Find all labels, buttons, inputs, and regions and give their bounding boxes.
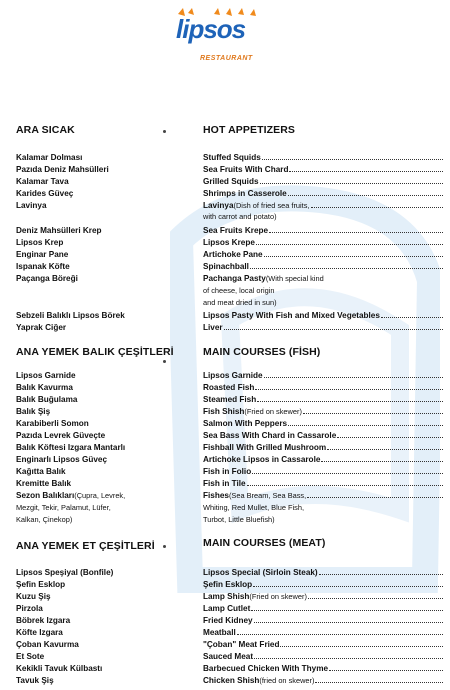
menu-item: Yaprak Ciğer: [16, 323, 67, 332]
menu-item: Fishes (Sea Bream, Sea Bass,: [203, 490, 443, 501]
menu-item: Çoban Kavurma: [16, 640, 79, 649]
section-title-main-meat: MAIN COURSES (MEAT): [203, 537, 326, 549]
menu-item: Böbrek Izgara: [16, 616, 71, 625]
section-title-balik: ANA YEMEK BALIK ÇEŞİTLERİ: [16, 346, 174, 358]
menu-item: Grilled Squids: [203, 176, 443, 187]
menu-item: Spinachball: [203, 261, 443, 272]
menu-item: Balık Şiş: [16, 407, 51, 416]
menu-item: Lipsos Speşiyal (Bonfile): [16, 568, 114, 577]
brand-tagline: RESTAURANT: [200, 55, 253, 62]
menu-item: Lipsos Special (Sirloin Steak): [203, 567, 443, 578]
menu-item: Lamp Cutlet: [203, 603, 443, 614]
menu-item: Fish in Folio: [203, 466, 443, 477]
menu-item-note: and meat dried in sun): [203, 298, 277, 307]
menu-item: Kremitte Balık: [16, 479, 72, 488]
menu-item: Karabiberli Somon: [16, 419, 89, 428]
menu-item-note: Kalkan, Çinekop): [16, 515, 73, 524]
menu-item: Lipsos Krepe: [203, 237, 443, 248]
menu-item: Lipsos Garnide: [16, 371, 76, 380]
menu-item-note: with carrot and potato): [203, 212, 277, 221]
menu-item: Balık Kavurma: [16, 383, 73, 392]
menu-item: Steamed Fish: [203, 394, 443, 405]
menu-item-note: Mezgit, Tekir, Palamut, Lüfer,: [16, 503, 111, 512]
section-title-hot-appetizers: HOT APPETIZERS: [203, 124, 296, 136]
menu-item: Balık Buğulama: [16, 395, 78, 404]
menu-item: Balık Köftesi Izgara Mantarlı: [16, 443, 126, 452]
menu-item: Kalamar Dolması: [16, 153, 83, 162]
menu-item: Sea Fruits Krepe: [203, 225, 443, 236]
menu-item: Meatball: [203, 627, 443, 638]
menu-item: Kuzu Şiş: [16, 592, 51, 601]
menu-item: Artichoke Pane: [203, 249, 443, 260]
divider-dot: [163, 130, 166, 133]
menu-item: Fish Shish (Fried on skewer): [203, 406, 443, 417]
menu-item: Enginarlı Lipsos Güveç: [16, 455, 107, 464]
menu-item: Shrimps in Casserole: [203, 188, 443, 199]
menu-item-note: of cheese, local origin: [203, 286, 275, 295]
menu-item: Lipsos Garnide: [203, 370, 443, 381]
menu-item: Karides Güveç: [16, 189, 74, 198]
menu-item: Ispanak Köfte: [16, 262, 70, 271]
menu-item: Barbecued Chicken With Thyme: [203, 663, 443, 674]
menu-item: Stuffed Squids: [203, 152, 443, 163]
menu-item-note: (Çupra, Levrek,: [74, 491, 126, 500]
section-title-et: ANA YEMEK ET ÇEŞİTLERİ: [16, 540, 155, 552]
menu-item: Lavinya: [16, 201, 47, 210]
menu-item: Et Sote: [16, 652, 45, 661]
menu-item: Paçanga Böreği: [16, 274, 78, 283]
section-title-ara-sicak: ARA SICAK: [16, 124, 75, 136]
menu-item: Kalamar Tava: [16, 177, 69, 186]
brand-name: lipsos: [176, 14, 246, 44]
menu-item: Lipsos Pasty With Fish and Mixed Vegetables: [203, 310, 443, 321]
menu-item: Kekikli Tavuk Külbastı: [16, 664, 103, 673]
menu-item: Roasted Fish: [203, 382, 443, 393]
menu-item: "Çoban" Meat Fried: [203, 639, 443, 650]
menu-item: Sea Fruits With Chard: [203, 164, 443, 175]
menu-item: Fried Kidney: [203, 615, 443, 626]
menu-item: Enginar Pane: [16, 250, 69, 259]
menu-item: Deniz Mahsülleri Krep: [16, 226, 102, 235]
menu-item: Lavinya (Dish of fried sea fruits,: [203, 200, 443, 211]
menu-item: Salmon With Peppers: [203, 418, 443, 429]
section-title-main-fish: MAIN COURSES (FİSH): [203, 346, 321, 358]
menu-item: Lipsos Krep: [16, 238, 64, 247]
menu-item: Tavuk Şiş: [16, 676, 54, 685]
menu-item: [16, 490, 125, 501]
menu-item: Sauced Meat: [203, 651, 443, 662]
menu-item: Pazıda Deniz Mahsülleri: [16, 165, 109, 174]
menu-item: Kağıtta Balık: [16, 467, 66, 476]
menu-item: Artichoke Lipsos in Cassarole: [203, 454, 443, 465]
menu-item: Liver: [203, 322, 443, 333]
menu-item: Chicken Shish (fried on skewer): [203, 675, 443, 686]
menu-item: Fish in Tile: [203, 478, 443, 489]
menu-item: Köfte Izgara: [16, 628, 63, 637]
menu-item: Şefin Esklop: [203, 579, 443, 590]
menu-item: Fishball With Grilled Mushroom: [203, 442, 443, 453]
menu-item: Sea Bass With Chard in Cassarole: [203, 430, 443, 441]
menu-item: Pazıda Levrek Güveçte: [16, 431, 106, 440]
menu-item: Lamp Shish (Fried on skewer): [203, 591, 443, 602]
divider-dot: [163, 545, 166, 548]
divider-dot: [163, 360, 166, 363]
menu-item-note: Turbot, Little Bluefish): [203, 515, 275, 524]
menu-item-note: Whiting, Red Mullet, Blue Fish,: [203, 503, 305, 512]
menu-item: Pirzola: [16, 604, 43, 613]
menu-item-name: Sezon Balıkları: [16, 491, 75, 500]
menu-item: Pachanga Pasty (With special kind: [203, 274, 324, 283]
menu-item: Sebzeli Balıklı Lipsos Börek: [16, 311, 125, 320]
menu-item: Şefin Esklop: [16, 580, 66, 589]
